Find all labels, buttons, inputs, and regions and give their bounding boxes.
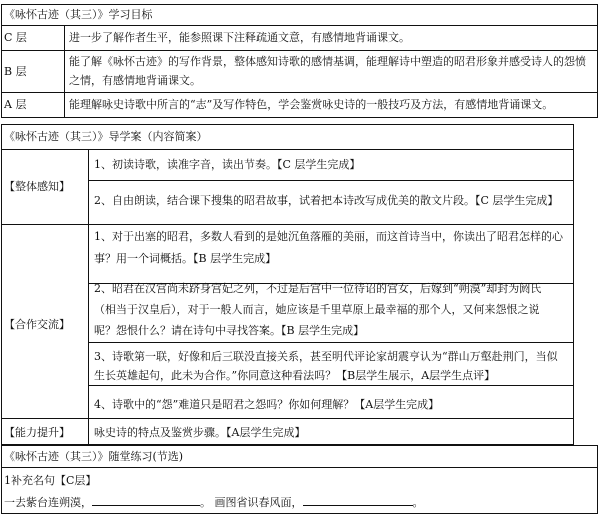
goal-text-b-line2: 之情，有感情地背诵课文。	[69, 74, 201, 87]
practice-q1-part1: 一去紫台连朔漠，	[4, 496, 92, 509]
coop-item-1-line2: 事？用一个词概括。【B 层学生完成】	[94, 252, 277, 265]
coop-item-4: 4、诗歌中的“怨”难道只是昭君之怨吗？你如何理解？【A层学生完成】	[94, 398, 440, 411]
coop-item-1-line1: 1、对于出塞的昭君，多数人看到的是她沉鱼落雁的美丽，而这首诗当中，你读出了昭君怎样的心	[94, 230, 563, 243]
fill-blank-2[interactable]	[303, 493, 413, 506]
coop-item-2-line3: 呢？怨恨什么？请在诗句中寻找答案。【B 层学生完成】	[94, 324, 365, 337]
practice-q1-part3: 。	[412, 496, 424, 509]
goal-level-c: C 层	[4, 31, 27, 44]
goal-text-a: 能理解咏史诗歌中所言的“志”及写作特色，学会鉴赏咏史诗的一般技巧及方法，有感情地背诵课文。	[69, 98, 554, 111]
learning-goals-table	[0, 0, 600, 118]
overall-item-2: 2、自由朗读，结合课下搜集的昭君故事，试着把本诗改写成优美的散文片段。【C 层学生完成】	[94, 194, 559, 207]
coop-item-2-line1: 2、昭君在汉宫尚未跻身宫妃之列，不过是后宫中一位待诏的宫女，后嫁到“朔漠”却封为阏氏	[94, 282, 542, 295]
study-guide-table	[0, 120, 600, 445]
section-label-ability: 【能力提升】	[4, 426, 70, 439]
practice-q1-line	[4, 493, 424, 511]
section-label-cooperate: 【合作交流】	[4, 318, 70, 331]
practice-title: 《咏怀古迹（其三）》随堂练习(节选)	[4, 450, 184, 463]
learning-goals-title: 《咏怀古迹（其三）》学习目标	[4, 8, 153, 21]
overall-item-1: 1、初读诗歌，读准字音，读出节奏。【C 层学生完成】	[94, 158, 361, 171]
practice-table	[0, 445, 600, 516]
coop-item-3-line2: 生长英雄起句，此未为合作。”你同意这种看法吗？【B层学生展示，A层学生点评】	[94, 369, 496, 382]
goal-text-c: 进一步了解作者生平，能参照课下注释疏通文意，有感情地背诵课文。	[69, 31, 410, 44]
study-guide-title: 《咏怀古迹（其三）》导学案（内容简案）	[4, 130, 208, 143]
fill-blank-1[interactable]	[92, 493, 200, 506]
coop-item-3-line1: 3、诗歌第一联，好像和后三联没直接关系，甚至明代评论家胡震亨认为“群山万壑赴荆门，当似	[94, 350, 558, 363]
goal-level-b: B 层	[4, 65, 27, 78]
goal-text-b-line1: 能了解《咏怀古迹》的写作背景，整体感知诗歌的感情基调，能理解诗中塑造的昭君形象并感受诗人的怨愤	[69, 55, 586, 68]
practice-q1-title: 1补充名句【C层】	[4, 474, 97, 487]
goal-level-a: A 层	[4, 98, 27, 111]
practice-q1-part2: 。 画图省识春风面，	[200, 496, 303, 509]
coop-item-2-line2: （相当于汉皇后），对于一般人而言，她应该是千里草原上最幸福的那个人，又何来怨恨之说	[94, 303, 540, 316]
ability-item-1: 咏史诗的特点及鉴赏步骤。【A层学生完成】	[94, 426, 306, 439]
section-label-overall: 【整体感知】	[4, 180, 70, 193]
